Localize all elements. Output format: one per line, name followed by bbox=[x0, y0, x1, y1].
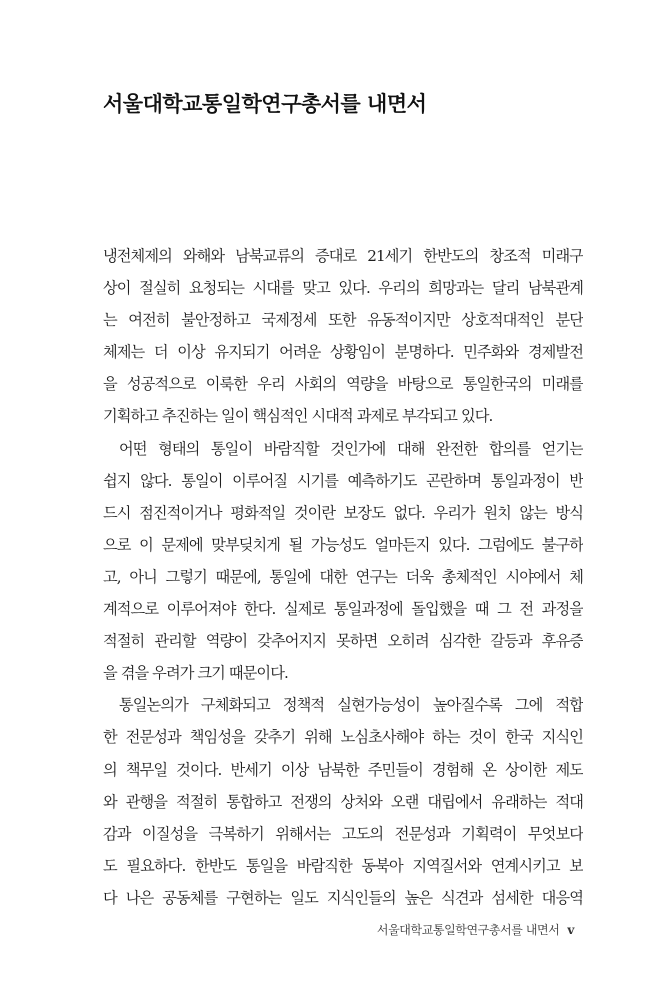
text-line: 을 겪을 우려가 크기 때문이다. bbox=[103, 664, 288, 683]
text-line: 고, 아니 그렇기 때문에, 통일에 대한 연구는 더욱 총체적인 시야에서 체 bbox=[103, 567, 583, 586]
body-text bbox=[103, 240, 583, 914]
text-line: 냉전체제의 와해와 남북교류의 증대로 21세기 한반도의 창조적 미래구 bbox=[103, 247, 583, 265]
page-number: v bbox=[567, 923, 574, 937]
text-line: 와 관행을 적절히 통합하고 전쟁의 상처와 오랜 대립에서 유래하는 적대 bbox=[103, 792, 583, 811]
text-line: 으로 이 문제에 맞부딪치게 될 가능성도 얼마든지 있다. 그럼에도 불구하 bbox=[103, 535, 583, 554]
text-line: 는 여전히 불안정하고 국제정세 또한 유동적이지만 상호적대적인 분단 bbox=[103, 311, 583, 330]
text-line: 드시 점진적이거나 평화적일 것이란 보장도 없다. 우리가 원치 않는 방식 bbox=[103, 503, 583, 522]
text-line: 체제는 더 이상 유지되기 어려운 상황임이 분명하다. 민주화와 경제발전 bbox=[103, 343, 583, 362]
text-line: 기획하고 추진하는 일이 핵심적인 시대적 과제로 부각되고 있다. bbox=[103, 407, 493, 426]
page-title: 서울대학교통일학연구총서를 내면서 bbox=[103, 92, 427, 116]
text-line: 계적으로 이루어져야 한다. 실제로 통일과정에 돌입했을 때 그 전 과정을 bbox=[103, 600, 583, 619]
text-line: 통일논의가 구체화되고 정책적 실현가능성이 높아질수록 그에 적합 bbox=[119, 696, 583, 715]
text-line: 다 나은 공동체를 구현하는 일도 지식인들의 높은 식견과 섬세한 대응역 bbox=[103, 888, 583, 907]
running-footer bbox=[377, 921, 574, 938]
text-line: 을 성공적으로 이룩한 우리 사회의 역량을 바탕으로 통일한국의 미래를 bbox=[103, 375, 583, 394]
text-line: 어떤 형태의 통일이 바람직할 것인가에 대해 완전한 합의를 얻기는 bbox=[119, 439, 583, 458]
text-line: 도 필요하다. 한반도 통일을 바람직한 동북아 지역질서와 연계시키고 보 bbox=[103, 856, 583, 875]
text-line: 적절히 관리할 역량이 갖추어지지 못하면 오히려 심각한 갈등과 후유증 bbox=[103, 632, 583, 651]
text-line: 쉽지 않다. 통일이 이루어질 시기를 예측하기도 곤란하며 통일과정이 반 bbox=[103, 471, 583, 490]
text-line: 한 전문성과 책임성을 갖추기 위해 노심초사해야 하는 것이 한국 지식인 bbox=[103, 728, 583, 747]
text-line: 감과 이질성을 극복하기 위해서는 고도의 전문성과 기획력이 무엇보다 bbox=[103, 824, 583, 843]
text-line: 의 책무일 것이다. 반세기 이상 남북한 주민들이 경험해 온 상이한 제도 bbox=[103, 760, 583, 779]
text-line: 상이 절실히 요청되는 시대를 맞고 있다. 우리의 희망과는 달리 남북관계 bbox=[103, 279, 583, 298]
running-title: 서울대학교통일학연구총서를 내면서 bbox=[376, 923, 560, 937]
